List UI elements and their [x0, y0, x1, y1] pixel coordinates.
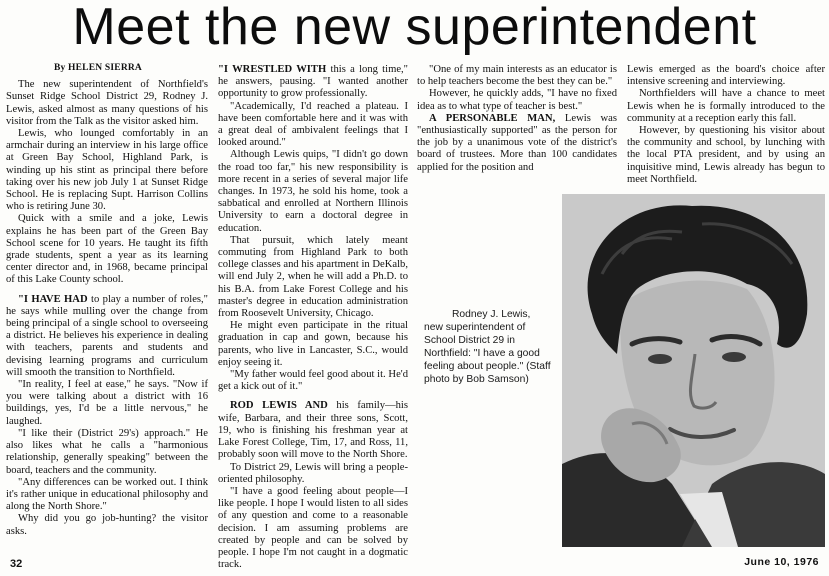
paragraph: "Any differences can be worked out. I think it's rather unique in educational philosophy and along the North Shore."	[6, 476, 208, 513]
paragraph: That pursuit, which lately meant commuting from Highland Park to both college classes and his apartment in DeKalb, will end July 2, when he will add a Ph.D. to his B.A. from Lake Forest College and his master's degree in education administration from Roosevelt University, Chicago.	[218, 234, 408, 320]
paragraph: "I like their (District 29's) approach." He also likes what he calls a "harmonious relationship, generally speaking" between the board, teachers and the community.	[6, 427, 208, 476]
paragraph: However, by questioning his visitor about the community and school, by lunching with the local PTA president, and by using an inquisitive mind, Lewis already has begun to meet Northfield.	[627, 125, 825, 185]
portrait-illustration	[562, 194, 825, 547]
paragraph: "My father would feel good about it. He'd get a kick out of it."	[218, 369, 408, 393]
article-column-2	[218, 64, 408, 571]
headline: Meet the new superintendent	[72, 0, 757, 56]
paragraph: However, he quickly adds, "I have no fixed idea as to what type of teacher is best."	[417, 88, 617, 112]
paragraph	[218, 400, 408, 461]
paragraph	[218, 64, 408, 101]
issue-date: June 10, 1976	[744, 556, 819, 568]
paragraph: "In reality, I feel at ease," he says. "Now if you were talking about a district with 16 buildings, yes, I'd be a little nervous," he laughed.	[6, 379, 208, 427]
paragraph: Quick with a smile and a joke, Lewis explains he has been part of the Green Bay School scene for 10 years. He taught its fifth grade students, spent a year as its learning center director and, in 1968, became principal of this Lake County school.	[6, 213, 208, 286]
photo-caption	[424, 308, 552, 386]
paragraph: The new superintendent of Northfield's Sunset Ridge School District 29, Rodney J. Lewis, asked almost as many questions of his visitor from the Talk as the visitor asked him.	[6, 79, 208, 127]
subhead-lead: "I HAVE HAD	[18, 293, 88, 305]
paragraph: Why did you go job-hunting? the visitor asks.	[6, 513, 208, 537]
paragraph: "Academically, I'd reached a plateau. I have been comfortable here and it was with a great deal of ambivalent feelings that I looked around."	[218, 100, 408, 149]
subhead-lead: "I WRESTLED WITH	[218, 64, 327, 75]
caption-text: Rodney J. Lewis, new superintendent of School District 29 in Northfield: "I have a good feeling about people." (Staff photo by Bob Samson)	[424, 309, 551, 385]
paragraph-text: Lewis was "enthusiastically supported" as the person for the job by a unanimous vote of the district's board of trustees. More than 100 candidates applied for the position and	[417, 112, 617, 173]
subhead-lead: A PERSONABLE MAN,	[429, 112, 556, 124]
portrait-photo	[562, 194, 825, 547]
paragraph: To District 29, Lewis will bring a people-oriented philosophy.	[218, 461, 408, 485]
paragraph-text: his family—his wife, Barbara, and their three sons, Scott, 19, who is finishing his freshman year at Lake Forest College, Tim, 17, and Ross, 11, probably soon will move to the North Shore.	[218, 400, 408, 461]
paragraph: Lewis, who lounged comfortably in an armchair during an interview in his large office at Green Bay School, Highland Park, is winding up his stint as principal there before taking over his new job July 1 at Sunset Ridge School. He is replacing Supt. Harrison Collins who is retiring June 30.	[6, 128, 208, 213]
paragraph: Although Lewis quips, "I didn't go down the road too far," his new responsibility is more recent in a series of several major life changes. In 1973, he sold his home, took a sabbatical and enrolled at Northern Illinois University to earn a doctoral degree in education.	[218, 149, 408, 234]
paragraph	[417, 113, 617, 174]
article-column-4	[627, 64, 825, 186]
paragraph: "One of my main interests as an educator is to help teachers become the best they can be."	[417, 64, 617, 88]
paragraph: Lewis emerged as the board's choice after intensive screening and interviewing.	[627, 64, 825, 88]
paragraph-text: this a long time," he answers, pausing. "I wanted another opportunity to grow professionally.	[218, 64, 408, 100]
paragraph-text: to play a number of roles," he says while mulling over the change from being principal of a single school to overseeing a district. He believes his experience in dealing with teachers, parents and students and devising learning programs and curriculum will smooth the transition to Northfield.	[6, 293, 208, 378]
article-column-3	[417, 64, 617, 174]
subhead-lead: ROD LEWIS AND	[230, 400, 328, 412]
paragraph: "I have a good feeling about people—I like people. I hope I would listen to all sides of any question and come to a reasonable decision. I am assuming problems are created by people and can be solved by people. I hope I'm not caught in a dogmatic track.	[218, 485, 408, 571]
paragraph: He might even participate in the ritual graduation in cap and gown, because his parents, who live in Lancaster, S.C., would enjoy seeing it.	[218, 320, 408, 368]
article-column-1	[6, 60, 208, 538]
paragraph	[6, 294, 208, 379]
byline: By HELEN SIERRA	[54, 63, 142, 73]
paragraph: Northfielders will have a chance to meet Lewis when he is formally introduced to the community at a reception early this fall.	[627, 88, 825, 124]
page-number: 32	[10, 558, 23, 570]
